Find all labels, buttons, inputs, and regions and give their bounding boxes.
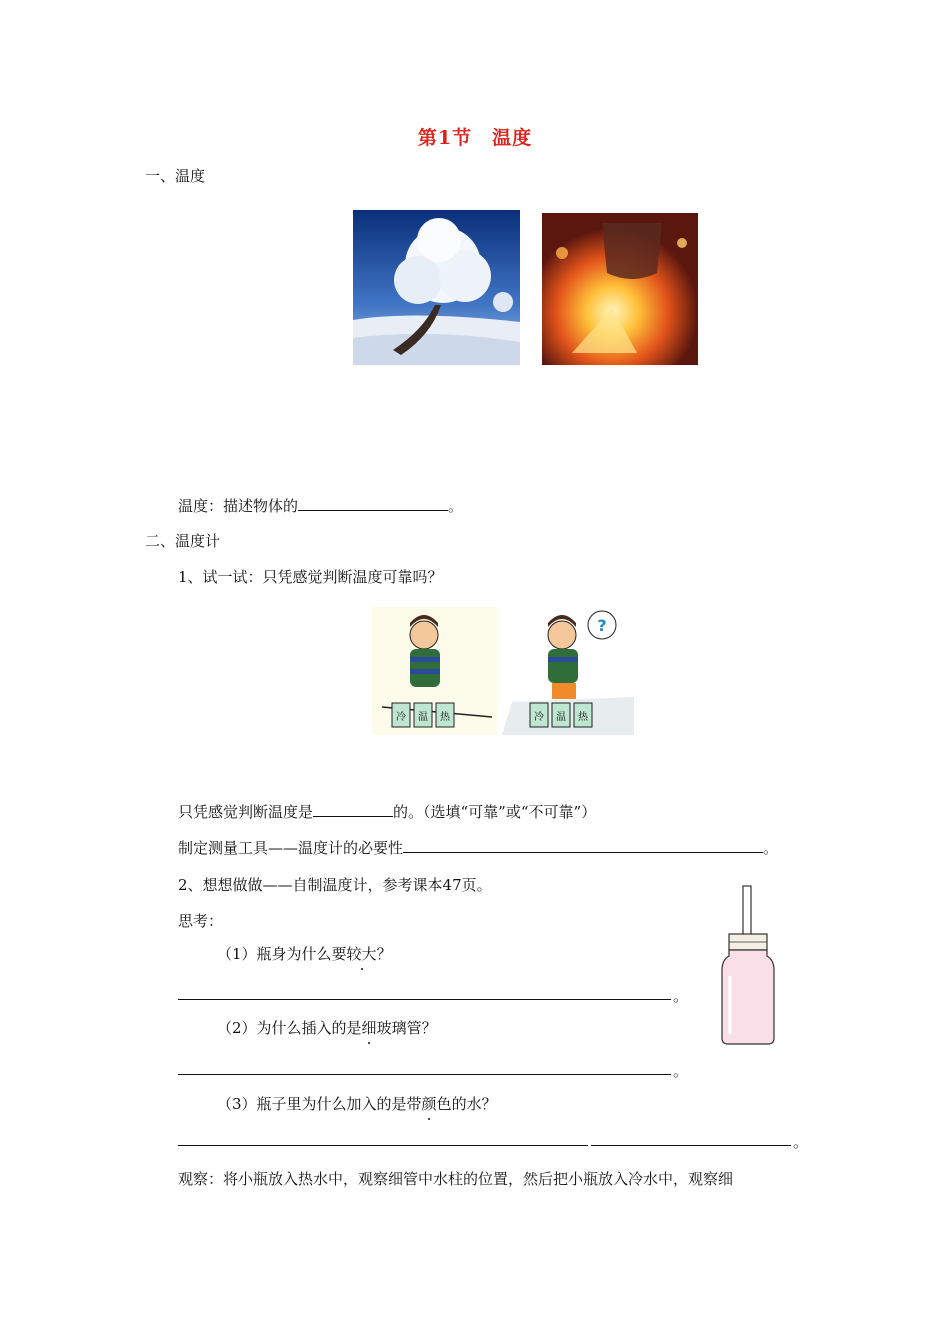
question-2: （2）为什么插入的是细玻璃管？ [217,1019,437,1037]
answer-line-3b[interactable] [591,1145,791,1146]
temperature-definition [178,495,463,516]
definition-prefix: 温度：描述物体的 [178,497,299,515]
homemade-thermometer-bottle [718,884,778,1046]
judgement-prefix: 只凭感觉判断温度是 [178,803,314,821]
hand-in-water-illustration [372,607,634,735]
necessity-suffix: 。 [763,839,779,857]
emphasis-text: 带颜色 [406,1095,452,1113]
think-label: 思考： [178,912,224,930]
necessity-sentence [178,837,778,858]
answer-line-3a[interactable] [178,1145,588,1146]
answer-line-2[interactable] [178,1074,671,1075]
molten-steel-image [542,213,698,365]
section-heading-thermometer: 二、温度计 [145,532,221,550]
emphasis-text: 较大 [346,945,377,963]
necessity-prefix: 制定测量工具——温度计的必要性 [178,839,404,857]
beaker-label-cold: 冷 [396,712,406,723]
question-3: （3）瓶子里为什么加入的是带颜色的水？ [217,1095,497,1113]
judgement-sentence [178,801,596,822]
definition-suffix: 。 [448,497,464,515]
beaker-label-warm-2: 温 [556,712,566,723]
section-heading-temperature: 一、温度 [145,167,206,185]
definition-blank[interactable] [298,496,448,511]
beaker-label-warm: 温 [418,712,428,723]
judgement-suffix: 的。（选填“可靠”或“不可靠”） [393,803,597,821]
beaker-label-hot-2: 热 [578,712,588,723]
observation-text: 观察：将小瓶放入热水中，观察细管中水柱的位置，然后把小瓶放入冷水中，观察细 [178,1170,734,1188]
answer-3-period: 。 [793,1133,809,1151]
necessity-blank[interactable] [403,838,763,853]
beaker-label-hot: 热 [440,712,450,723]
snow-tree-image [353,210,520,365]
page-title: 第1节 温度 [417,127,533,149]
answer-line-1[interactable] [178,999,671,1000]
question-1: （1）瓶身为什么要较大？ [217,945,392,963]
item-2-heading: 2、想想做做——自制温度计，参考课本47页。 [178,876,492,894]
answer-1-period: 。 [673,987,689,1005]
answer-2-period: 。 [673,1062,689,1080]
emphasis-text: 细 [361,1019,377,1037]
beaker-label-cold-2: 冷 [534,712,544,723]
judgement-blank[interactable] [313,802,393,817]
svg-text:?: ? [597,616,607,635]
item-1-question: 1、试一试：只凭感觉判断温度可靠吗？ [178,568,443,586]
